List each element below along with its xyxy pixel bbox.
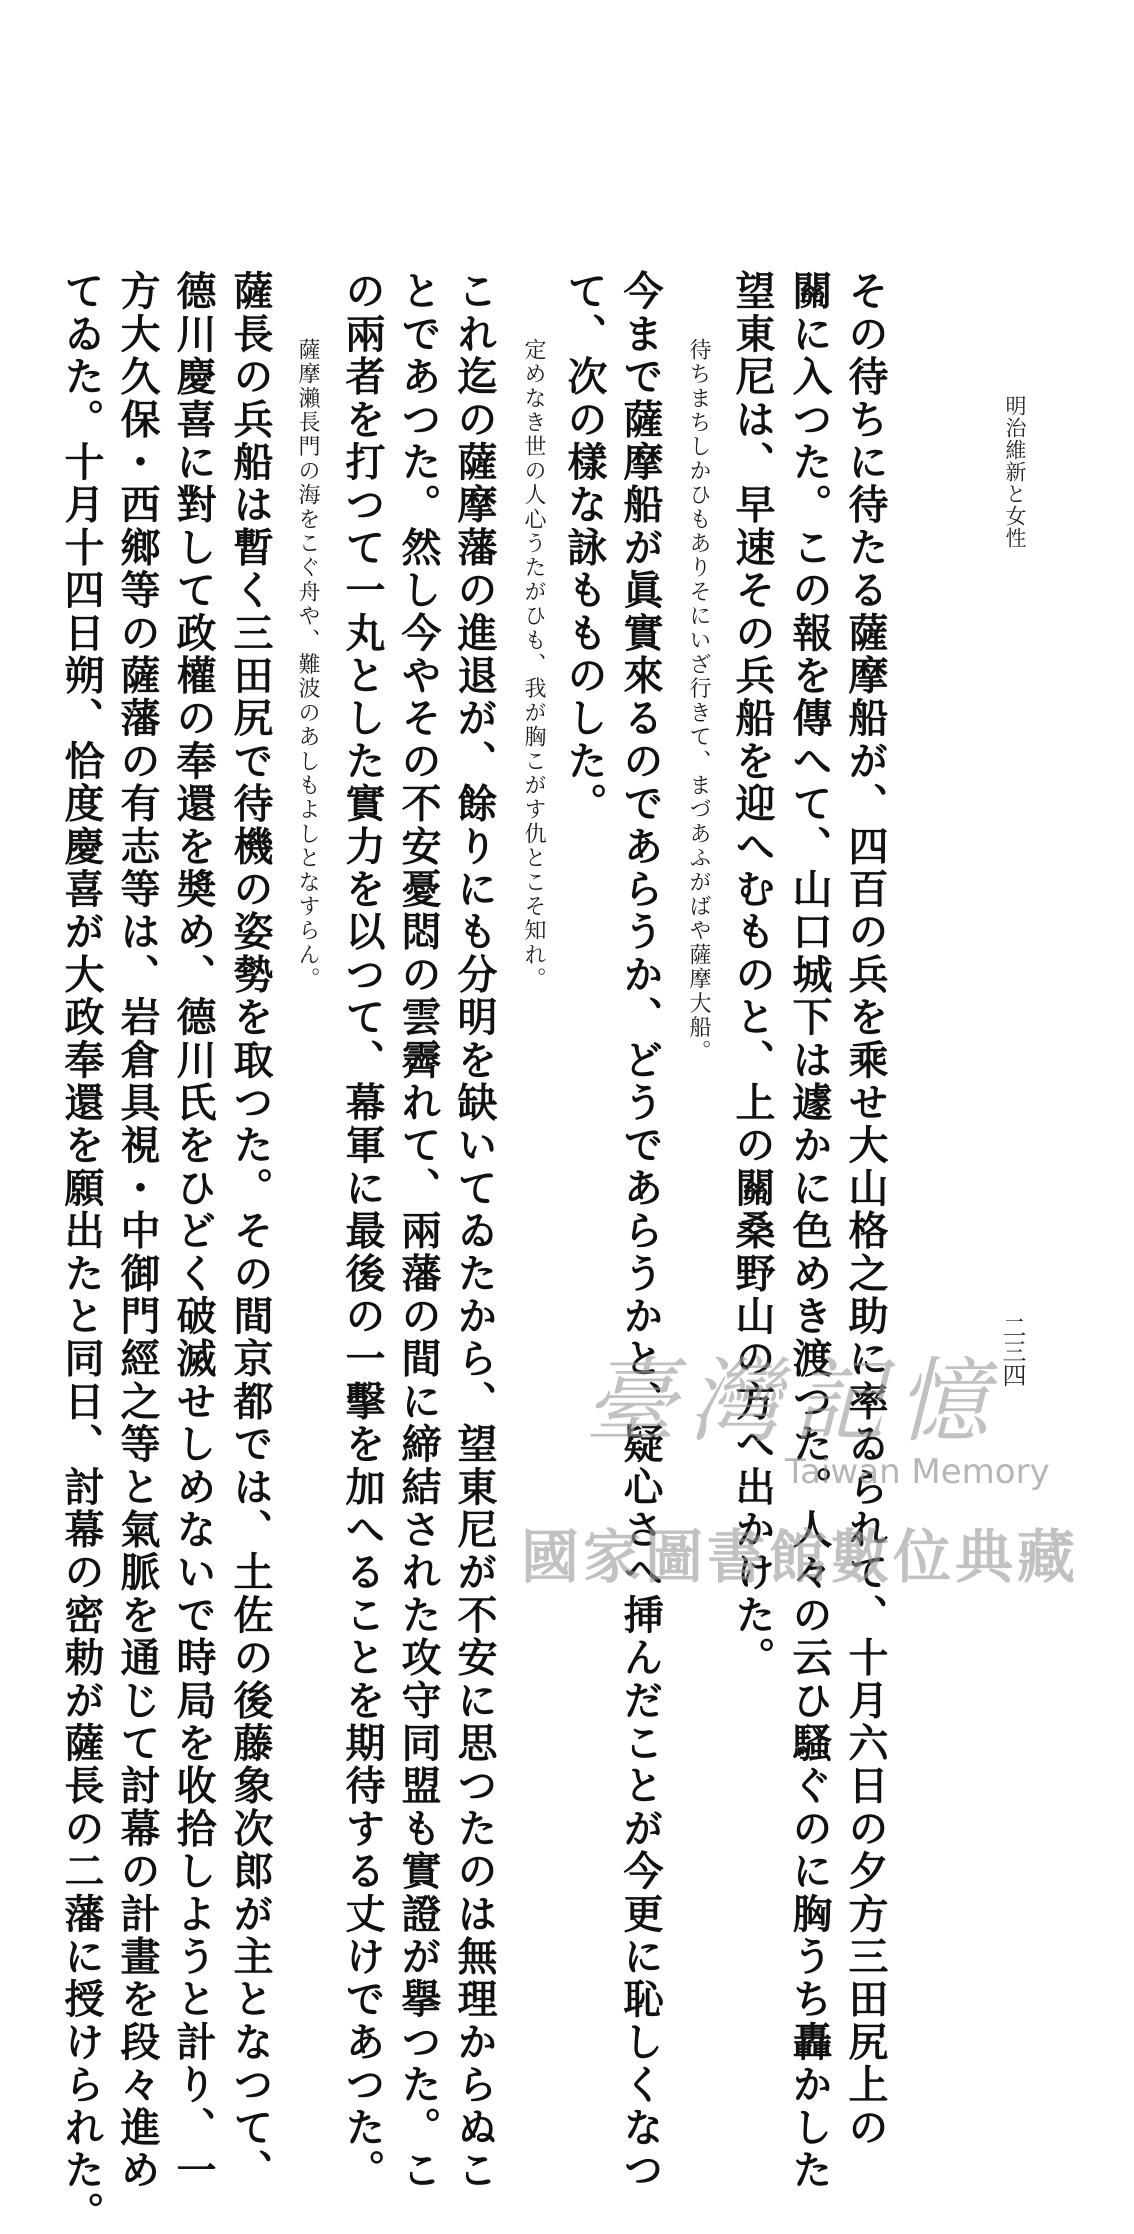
poem-line-3: 薩摩瀨長門の海をこぐ舟や、難波のあしもよしとなすらん。 [295, 338, 320, 992]
watermark-english: Taiwan Memory [785, 1452, 1050, 1492]
body-line-8: の兩者を打つて一丸とした實力を以つて、幕軍に最後の一擊を加へることを期待する丈けであつた。 [339, 270, 386, 2192]
poem-line-2: 定めなき世の人心うたがひも、我が胸こがす仇とこそ知れ。 [521, 338, 546, 992]
body-line-5: て、次の樣な詠もものした。 [561, 270, 608, 826]
library-watermark [505, 1350, 1080, 1595]
body-line-2: 關に入つた。この報を傳へて、山口城下は遽かに色めき渡つた。人々の云ひ騷ぐのに胸うち轟かした [786, 270, 833, 2192]
body-line-1: その待ちに待たる薩摩船が、四百の兵を乘せ大山格之助に率ゐられて、十月六日の夕方三田尻上の [842, 270, 889, 2149]
page-number: 二三四 [998, 1315, 1026, 1387]
poem-line-1: 待ちまちしかひもありそにいざ行きて、まづあふがばや薩摩大船。 [686, 338, 711, 1064]
watermark-subtitle: 國家圖書館數位典藏 [520, 1523, 1079, 1591]
body-line-7: とであつた。然し今やその不安憂悶の雲霽れて、兩藩の間に締結された攻守同盟も實證が擧つた。こ [395, 270, 442, 2192]
body-line-11: 方大久保・西鄉等の薩藩の有志等は、岩倉具視・中御門經之等と氣脈を通じて討幕の計畫を段々進め [114, 270, 161, 2192]
running-title: 明治維新と女性 [1003, 395, 1027, 549]
body-line-4: 今まで薩摩船が眞實來るのであらうか、どうであらうかと、疑心さへ挿んだことが今更に恥しくなつ [617, 270, 664, 2192]
watermark-title: 臺灣記憶 [584, 1348, 1001, 1455]
body-line-6: これ迄の薩摩藩の進退が、餘りにも分明を缺いてゐたから、望東尼が不安に思つたのは無理からぬこ [451, 270, 498, 2192]
body-line-10: 德川慶喜に對して政權の奉還を奬め、德川氏をひどく破滅せしめないで時局を收拾しようと計り、一 [170, 270, 217, 2192]
body-line-9: 薩長の兵船は暫く三田尻で待機の姿勢を取つた。その間京都では、土佐の後藤象次郎が主となつて、 [227, 270, 274, 2192]
body-line-3: 望東尼は、早速その兵船を迎へむものと、上の關桑野山の方へ出かけた。 [729, 270, 776, 1680]
body-line-12: てゐた。十月十四日朔、恰度慶喜が大政奉還を願出たと同日、討幕の密勅が薩長の二藩に授けられた。 [58, 270, 105, 2234]
